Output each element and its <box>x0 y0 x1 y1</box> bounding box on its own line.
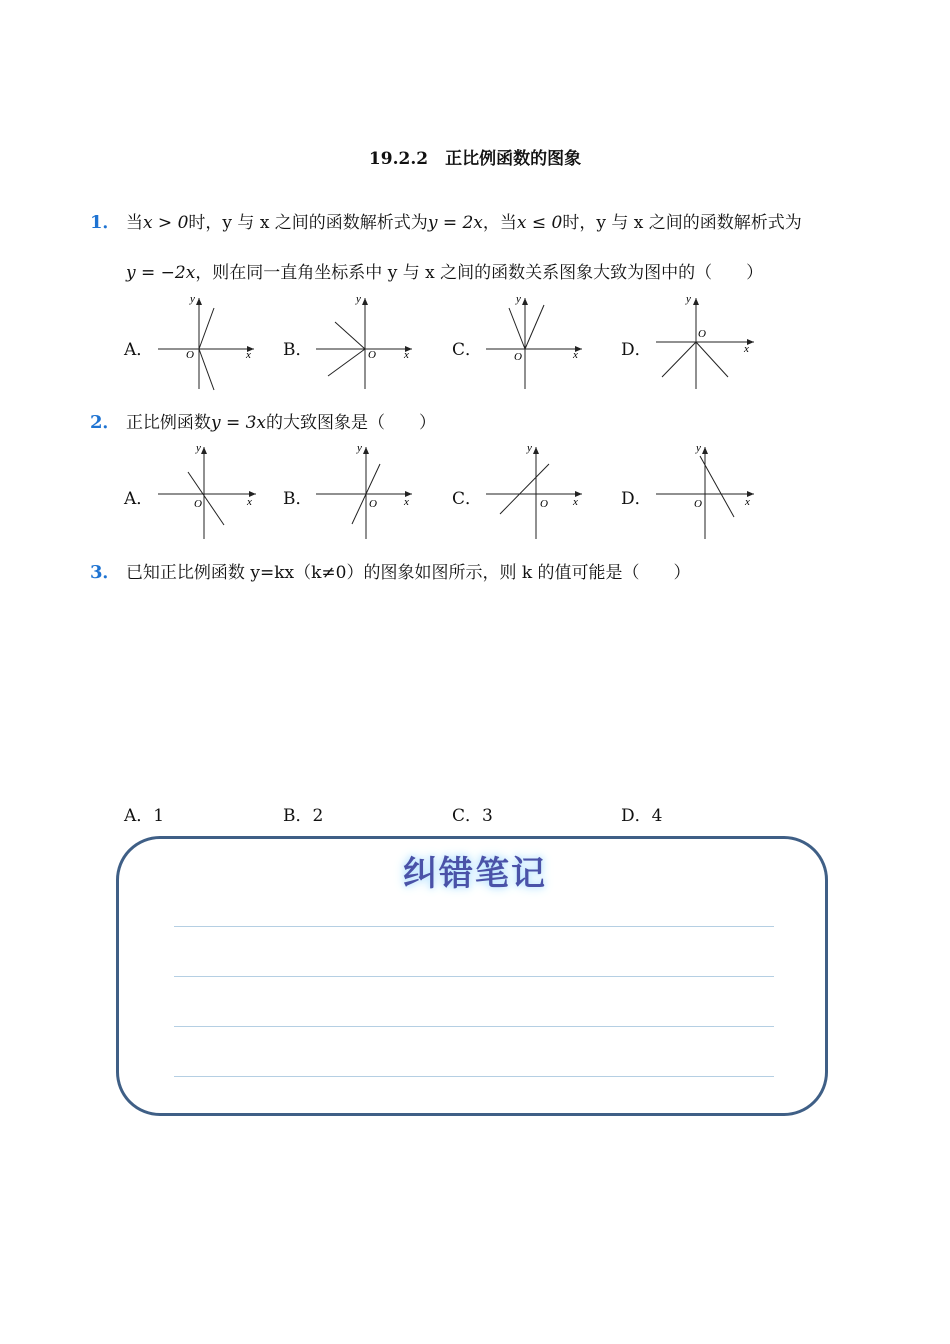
q3-option-a: A．1 <box>124 806 165 826</box>
q1-option-b-graph <box>308 292 418 392</box>
q3-text: 已知正比例函数 y=kx（k≠0）的图象如图所示，则 k 的值可能是（ ） <box>125 563 691 583</box>
origin-label: O <box>698 328 706 340</box>
q2-option-c-label: C． <box>452 489 483 509</box>
y-axis-label: y <box>357 442 362 454</box>
q1-formula-2: y = −2x <box>126 263 196 283</box>
q1-formula-1: y = 2x <box>427 213 483 233</box>
q1-option-a-label: A． <box>124 340 154 360</box>
origin-label: O <box>186 349 194 361</box>
x-axis-label: x <box>247 496 252 508</box>
question-3-line <box>90 558 691 584</box>
origin-label: O <box>694 498 702 510</box>
origin-label: O <box>194 498 202 510</box>
question-2-line <box>90 408 436 434</box>
origin-label: O <box>369 498 377 510</box>
question-3-number: 3． <box>90 562 121 583</box>
q1-text: 时， <box>562 213 597 233</box>
note-line <box>174 1026 774 1027</box>
x-axis-label: x <box>745 496 750 508</box>
question-2-number: 2． <box>90 412 121 433</box>
note-line <box>174 976 774 977</box>
page-title: 19.2.2 正比例函数的图象 <box>368 149 582 169</box>
q1-option-a-graph <box>150 292 260 392</box>
x-axis-label: x <box>573 349 578 361</box>
q2-text: 的大致图象是（ ） <box>266 413 436 433</box>
q1-text: ，则在同一直角坐标系中 y 与 x 之间的函数关系图象大致为图中的（ ） <box>195 263 764 283</box>
q1-text: y 与 x 之间的函数解析式为 <box>222 213 428 233</box>
note-line <box>174 926 774 927</box>
question-1-line-2 <box>126 258 763 283</box>
x-axis-label: x <box>404 349 409 361</box>
q1-option-c-label: C． <box>452 340 483 360</box>
q1-option-c-graph <box>478 292 588 392</box>
y-axis-label: y <box>527 442 532 454</box>
origin-label: O <box>368 349 376 361</box>
y-axis-label: y <box>356 293 361 305</box>
q1-condition-1: x > 0 <box>142 213 189 233</box>
q1-text: 时， <box>188 213 223 233</box>
note-line <box>174 1076 774 1077</box>
q3-option-b: B．2 <box>283 806 324 826</box>
question-1-number: 1． <box>90 212 121 233</box>
y-axis-label: y <box>196 442 201 454</box>
q3-option-d: D．4 <box>621 806 663 826</box>
q2-option-c-graph <box>484 442 594 542</box>
question-1-line-1 <box>90 208 802 234</box>
x-axis-label: x <box>573 496 578 508</box>
q2-option-a-graph <box>152 442 262 542</box>
origin-label: O <box>514 351 522 363</box>
x-axis-label: x <box>744 343 749 355</box>
q2-option-b-label: B． <box>283 489 313 509</box>
q2-text: 正比例函数 <box>125 413 211 433</box>
q1-text: 当 <box>125 213 143 233</box>
q3-option-c: C．3 <box>452 806 493 826</box>
q1-option-b-label: B． <box>283 340 313 360</box>
q1-option-d-graph <box>650 292 760 392</box>
q2-option-d-graph <box>652 442 762 542</box>
q1-text: y 与 x 之间的函数解析式为 <box>596 213 802 233</box>
q1-text: ，当 <box>482 213 517 233</box>
q2-option-a-label: A． <box>124 489 154 509</box>
correction-notes-title: 纠错笔记 <box>403 854 547 894</box>
y-axis-label: y <box>696 442 701 454</box>
x-axis-label: x <box>246 349 251 361</box>
q1-condition-2: x ≤ 0 <box>516 213 563 233</box>
origin-label: O <box>540 498 548 510</box>
y-axis-label: y <box>516 293 521 305</box>
q2-formula: y = 3x <box>210 413 266 433</box>
q1-option-d-label: D． <box>621 340 652 360</box>
y-axis-label: y <box>686 293 691 305</box>
q2-option-d-label: D． <box>621 489 652 509</box>
y-axis-label: y <box>190 293 195 305</box>
q2-option-b-graph <box>308 442 418 542</box>
x-axis-label: x <box>404 496 409 508</box>
